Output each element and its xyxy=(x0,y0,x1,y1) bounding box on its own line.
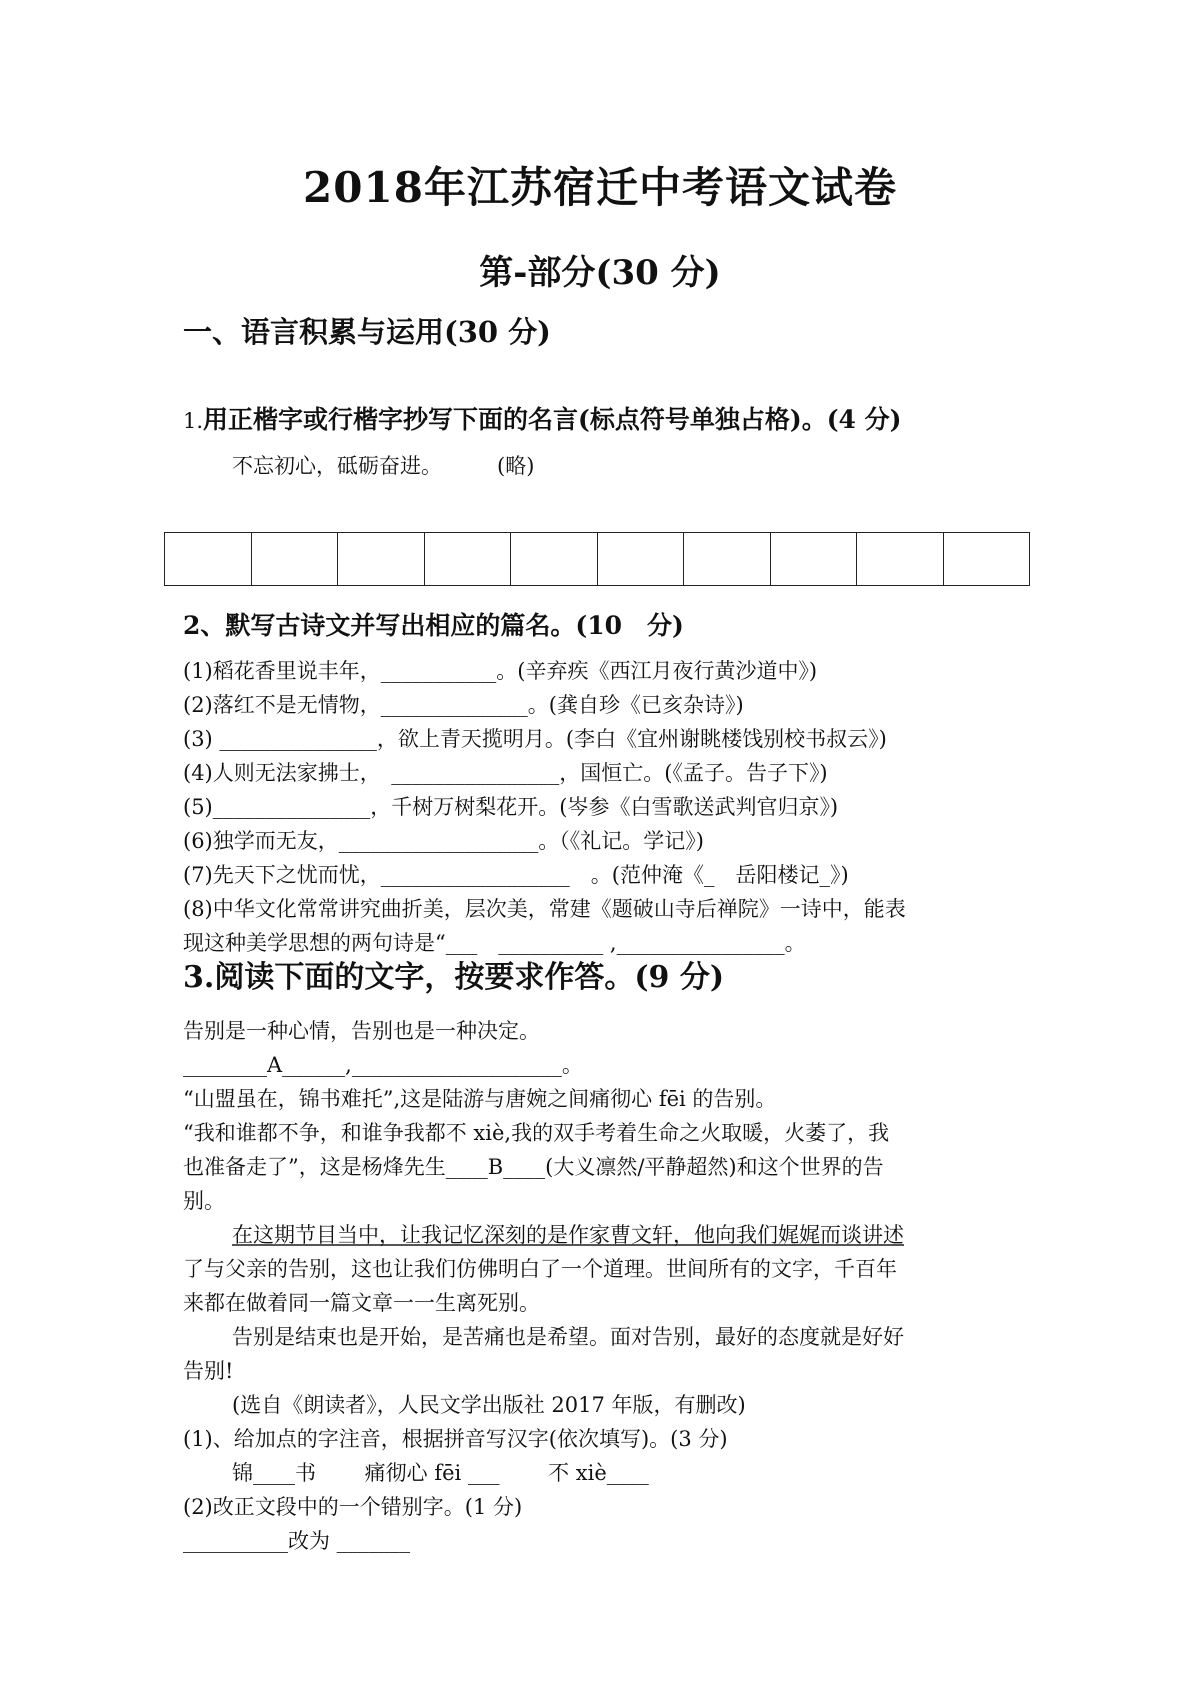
grid-cell[interactable] xyxy=(425,533,512,585)
poem-line-6: (6)独学而无友，___________________。（《礼记。学记》) xyxy=(183,829,704,853)
subquestion-2-blanks: __________改为 _______ xyxy=(183,1529,411,1553)
subquestion-2: (2)改正文段中的一个错别字。(1 分) xyxy=(183,1495,523,1519)
poem-line-8: (8)中华文化常常讲究曲折美，层次美，常建《题破山寺后禅院》一诗中，能表 xyxy=(183,897,906,921)
question-3-heading: 3.阅读下面的文字，按要求作答。(9 分) xyxy=(183,960,725,995)
motto-line xyxy=(232,450,534,480)
grid-cell[interactable] xyxy=(598,533,685,585)
grid-cell[interactable] xyxy=(511,533,598,585)
question-2-heading: 2、默写古诗文并写出相应的篇名。(10 分) xyxy=(183,611,684,640)
grid-cell[interactable] xyxy=(252,533,339,585)
subquestion-1: (1)、给加点的字注音，根据拼音写汉字(依次填写)。(3 分) xyxy=(183,1427,728,1451)
exam-title: 2018年江苏宿迁中考语文试卷 xyxy=(303,163,897,212)
poem-line-5: (5)_______________，千树万树梨花开。(岑参《白雪歌送武判官归京》) xyxy=(183,795,839,819)
grid-cell[interactable] xyxy=(857,533,944,585)
subquestion-1-blanks: 锦____书 痛彻心 fēi ___ 不 xiè____ xyxy=(232,1461,649,1485)
passage-line: 告别是一种心情，告别也是一种决定。 xyxy=(183,1019,540,1043)
grid-cell[interactable] xyxy=(684,533,771,585)
poem-line-2: (2)落红不是无情物，______________。(龚自珍《已亥杂诗》) xyxy=(183,693,744,717)
underlined-sentence: 在这期节目当中，让我记忆深刻的是作家曹文轩，他向我们娓娓而谈讲述 xyxy=(232,1223,904,1247)
passage-line: 别。 xyxy=(183,1189,225,1213)
poem-line-8-continued: 现这种美学思想的两句诗是“___ __________ ,________________。 xyxy=(183,931,806,955)
part-heading: 第-部分(30 分) xyxy=(479,253,721,293)
passage-line: 来都在做着同一篇文章一一生离死别。 xyxy=(183,1291,540,1315)
grid-cell[interactable] xyxy=(165,533,252,585)
grid-cell[interactable] xyxy=(771,533,858,585)
writing-grid xyxy=(164,532,1030,586)
section-heading: 一、语言积累与运用(30 分) xyxy=(183,315,551,349)
poem-line-4: (4)人则无法家拂士， ________________，国恒亡。(《孟子。告子下》) xyxy=(183,761,828,785)
passage-line: 了与父亲的告别，这也让我们仿佛明白了一个道理。世间所有的文字，千百年 xyxy=(183,1257,897,1281)
poem-line-1: (1)稻花香里说丰年，___________。(辛弃疾《西江月夜行黄沙道中》) xyxy=(183,659,818,683)
poem-line-7: (7)先天下之忧而忧，__________________ 。(范仲淹《_ 岳阳楼记_》) xyxy=(183,863,849,887)
omitted-note: (略) xyxy=(497,454,535,478)
passage-line: “山盟虽在，锦书难托”,这是陆游与唐婉之间痛彻心 fēi 的告别。 xyxy=(183,1087,777,1111)
question-1-heading xyxy=(183,400,901,436)
question-1-text: 用正楷字或行楷字抄写下面的名言(标点符号单独占格)。(4 分) xyxy=(203,405,902,434)
poem-line-3: (3) _______________，欲上青天揽明月。(李白《宜州谢眺楼饯别校书叔云》) xyxy=(183,727,887,751)
question-1-number: 1. xyxy=(183,409,204,433)
source-citation: (选自《朗读者》，人民文学出版社 2017 年版，有删改) xyxy=(232,1393,746,1417)
grid-cell[interactable] xyxy=(944,533,1030,585)
passage-line: 告别是结束也是开始，是苦痛也是希望。面对告别，最好的态度就是好好 xyxy=(232,1325,904,1349)
grid-cell[interactable] xyxy=(338,533,425,585)
passage-line: 告别! xyxy=(183,1359,234,1383)
passage-line: 也准备走了”，这是杨烽先生____B____(大义凛然/平静超然)和这个世界的告 xyxy=(183,1155,884,1179)
passage-blank-a: ________A______,____________________。 xyxy=(183,1053,583,1077)
motto-text: 不忘初心，砥砺奋进。 xyxy=(232,454,442,478)
passage-line: “我和谁都不争，和谁争我都不 xiè,我的双手考着生命之火取暖，火萎了，我 xyxy=(183,1121,890,1145)
